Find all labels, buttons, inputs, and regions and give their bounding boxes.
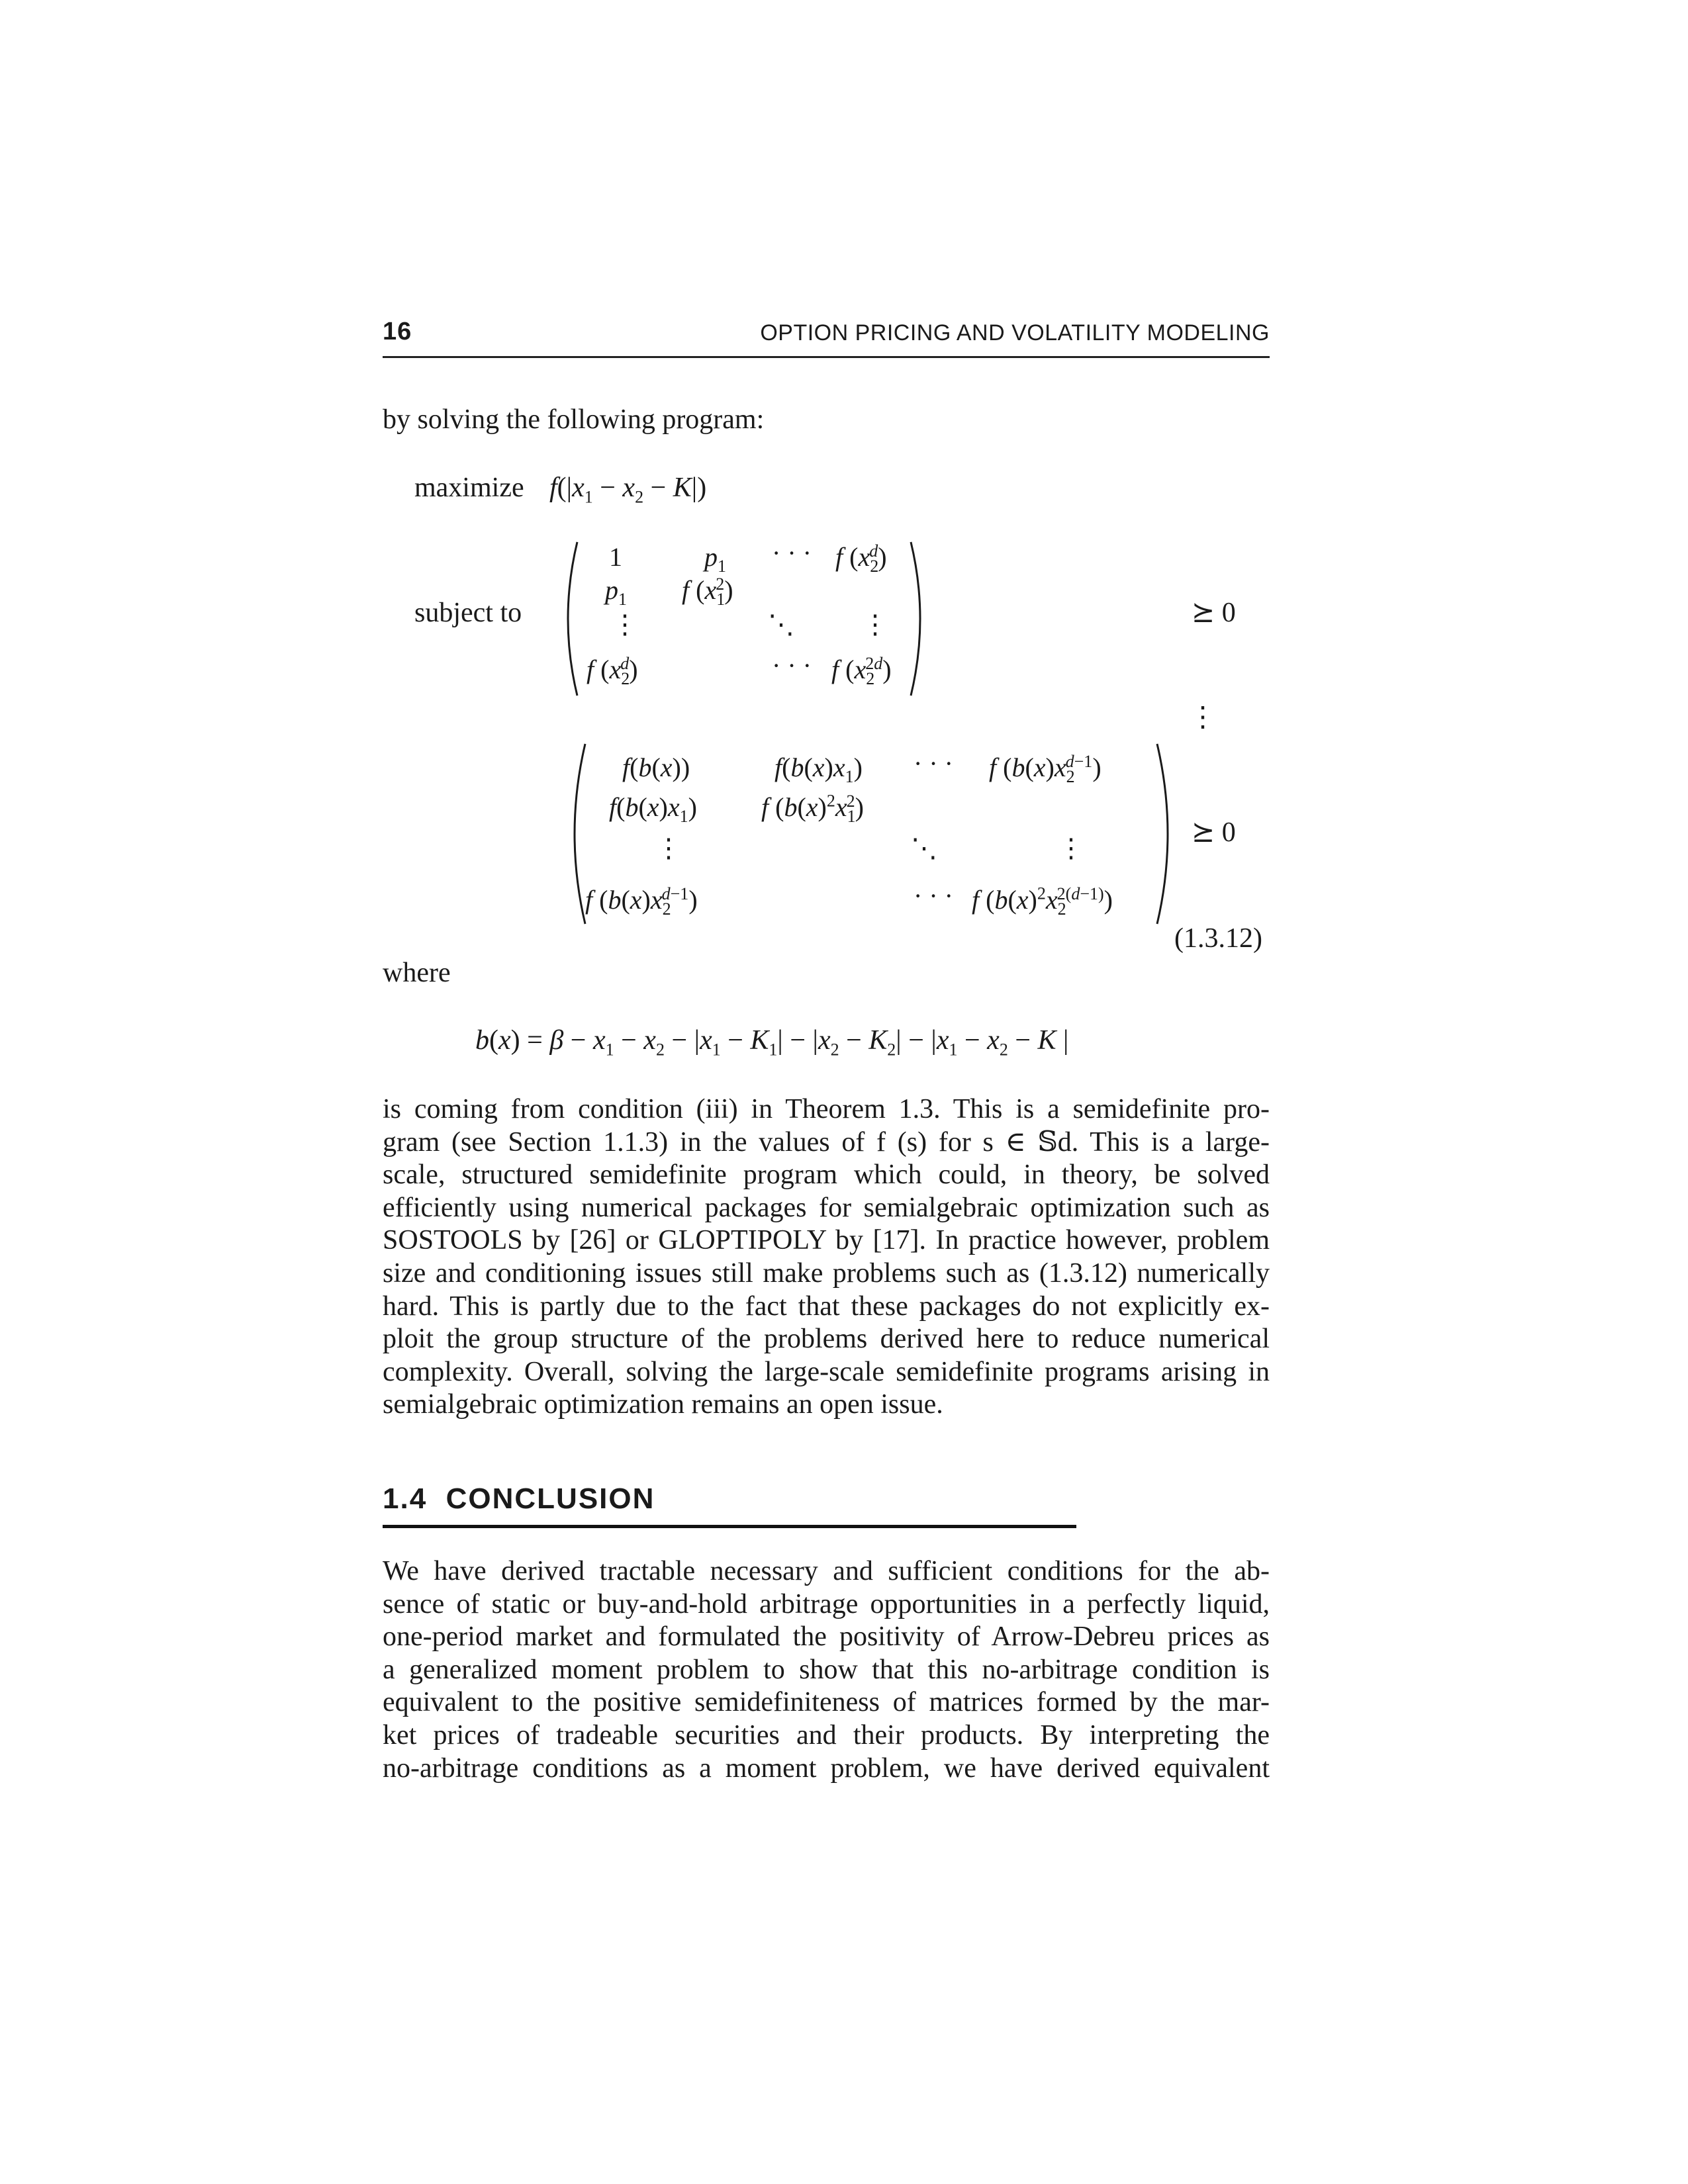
m1-cell-4-3: · · ·: [772, 651, 812, 680]
objective-function: $f(|x_1 - x_2 - K|)$: [549, 473, 707, 507]
paragraph-line: size and conditioning issues still make problems such as (1.3.12) numerically: [383, 1257, 1270, 1289]
m1-cell-1-4: f $(x_2^d)$: [835, 541, 887, 576]
m2-cell-4-3: · · ·: [914, 881, 953, 911]
paragraph-line: equivalent to the positive semidefiniteness of matrices formed by the mar-: [383, 1687, 1270, 1718]
maximize-label: maximize: [414, 473, 524, 503]
paragraph-line: ket prices of tradeable securities and their products. By interpreting the: [383, 1719, 1270, 1751]
m1-cell-4-4: f $(x_2^{2d})$: [831, 653, 892, 688]
m1-vdots-1: ⋮: [612, 610, 638, 639]
paragraph-line: sence of static or buy-and-hold arbitrage opportunities in a perfectly liquid,: [383, 1588, 1270, 1619]
intro-text: by solving the following program:: [383, 404, 765, 435]
equation-number: (1.3.12): [1174, 923, 1262, 954]
m1-cell-2-1: $p_1$: [605, 575, 627, 609]
m1-cell-1-1: 1: [609, 542, 622, 572]
m1-cell-4-1: f $(x_2^d)$: [586, 653, 638, 688]
paragraph-line: SOSTOOLS by [26] or GLOPTIPOLY by [17]. In practice however, problem: [383, 1225, 1270, 1256]
m1-cell-2-2: f $(x_1^2)$: [682, 574, 733, 609]
running-head: OPTION PRICING AND VOLATILITY MODELING: [760, 320, 1270, 345]
m1-cell-1-3: · · ·: [772, 538, 812, 568]
paragraph-line: gram (see Section 1.1.3) in the values of f (s) for s ∈ 𝕊d. This is a large-: [383, 1126, 1270, 1158]
m1-vdots-2: ⋮: [862, 610, 888, 639]
section-number: 1.4: [383, 1482, 428, 1515]
paragraph-line: hard. This is partly due to the fact that these packages do not explicitly ex-: [383, 1291, 1270, 1322]
paragraph-line: no-arbitrage conditions as a moment problem, we have derived equivalent: [383, 1752, 1270, 1784]
m2-cell-1-3: · · ·: [914, 749, 953, 778]
m2-vdots-2: ⋮: [1058, 833, 1084, 863]
section-title: CONCLUSION: [445, 1482, 655, 1515]
m2-vdots-1: ⋮: [655, 833, 682, 863]
m2-cell-1-1: f(b(x)): [622, 752, 690, 782]
m2-cell-1-2: $f(b(x)x_1)$: [774, 752, 863, 786]
subject-to-label: subject to: [414, 598, 522, 628]
right-paren-2: [1153, 741, 1182, 927]
paragraph-line: efficiently using numerical packages for semialgebraic optimization such as: [383, 1192, 1270, 1223]
paragraph-line: We have derived tractable necessary and sufficient conditions for the ab-: [383, 1556, 1270, 1586]
constraint-vdots: ⋮: [1189, 702, 1217, 733]
paragraph-line: semialgebraic optimization remains an open issue.: [383, 1389, 943, 1420]
page-number: 16: [383, 318, 412, 345]
paragraph-line: ploit the group structure of the problems derived here to reduce numerical: [383, 1324, 1270, 1355]
bx-equation: $b(x) = \beta - x_1 - x_2 - |x_1 - K_1| - |x_2 - K_2| - |x_1 - x_2 - K$ |: [475, 1025, 1069, 1060]
m2-cell-4-1: f $(b(x)x_2^{d-1})$: [585, 884, 698, 919]
paragraph-line: a generalized moment problem to show that this no-arbitrage condition is: [383, 1654, 1270, 1685]
m2-cell-4-4: f $(b(x)^2x_2^{2(d-1)})$: [972, 884, 1113, 919]
section-heading: [383, 1482, 655, 1516]
m2-cell-1-4: f $(b(x)x_2^{d-1})$: [989, 751, 1102, 786]
paragraph-line: is coming from condition (iii) in Theorem 1.3. This is a semidefinite pro-: [383, 1094, 1270, 1124]
header-rule: [383, 356, 1270, 358]
conclusion-paragraph: [383, 1555, 1270, 1785]
psd-constraint-1: ⪰ 0: [1192, 598, 1236, 628]
m2-ddots: ⋱: [911, 833, 937, 863]
right-paren-1: [907, 539, 933, 698]
paragraph-line: complexity. Overall, solving the large-scale semidefinite programs arising in: [383, 1356, 1270, 1387]
paragraph-line: scale, structured semidefinite program which could, in theory, be solved: [383, 1160, 1270, 1191]
left-paren-1: [555, 539, 581, 698]
m2-cell-2-1: $f(b(x)x_1)$: [609, 792, 697, 826]
m1-cell-1-2: $p_1$: [704, 542, 726, 576]
m1-ddots: ⋱: [768, 610, 794, 639]
psd-constraint-2: ⪰ 0: [1192, 817, 1236, 848]
paragraph-line: one-period market and formulated the positivity of Arrow-Debreu prices as: [383, 1621, 1270, 1653]
discussion-paragraph: [383, 1093, 1270, 1422]
m2-cell-2-2: f $(b(x)^2x_1^2)$: [761, 791, 864, 826]
section-rule: [383, 1525, 1076, 1528]
where-label: where: [383, 958, 451, 988]
